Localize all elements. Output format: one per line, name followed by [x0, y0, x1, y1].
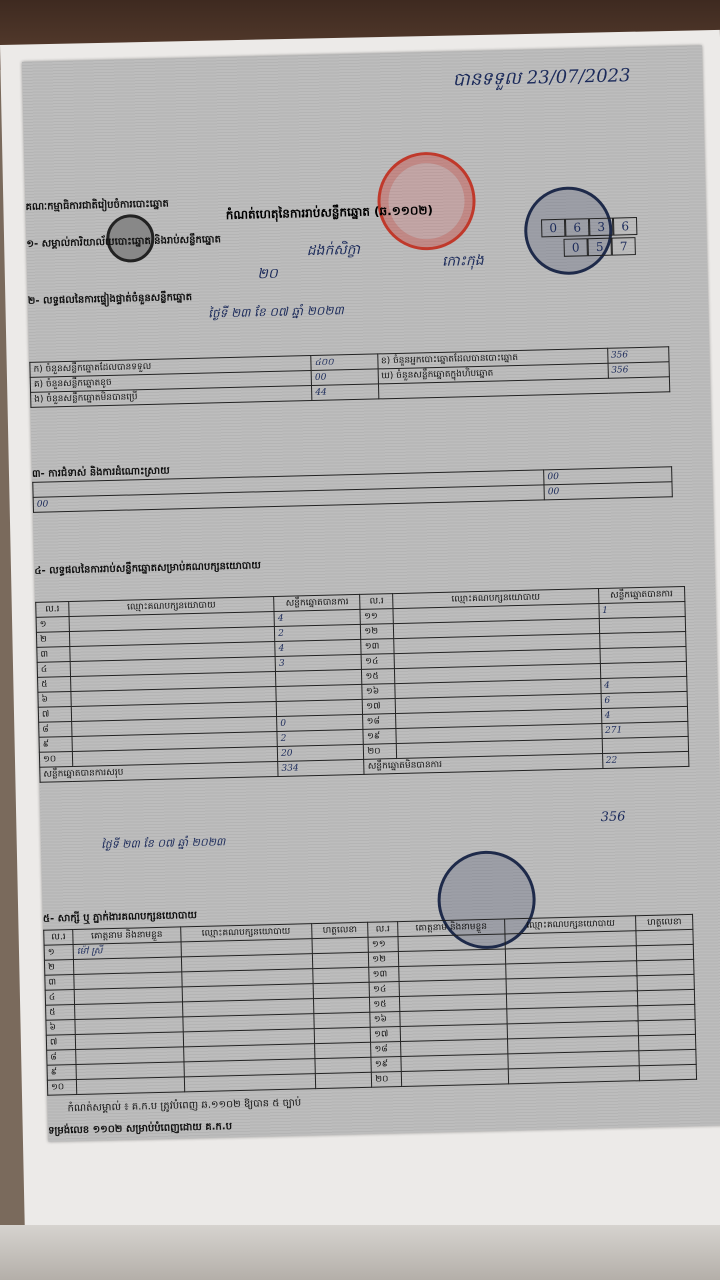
table-row: ១០ 20 ២០: [39, 736, 688, 767]
col-party: ឈ្មោះគណបក្សនយោបាយ: [505, 916, 636, 934]
row-value: 44: [312, 384, 379, 401]
row-value: 356: [608, 362, 670, 378]
table-row: ៤ ១៤: [45, 974, 694, 1005]
pending-count: 00: [33, 485, 544, 512]
digit: 6: [565, 218, 589, 237]
section5-heading: ៥- សាក្សី ឬ ភ្នាក់ងារគណបក្សនយោបាយ: [42, 909, 198, 925]
footer-note: កំណត់សម្គាល់ ៖ គ.ក.ប ត្រូវបំពេញ ឆ.១១០២ ឱ្យបាន ៥ ច្បាប់: [67, 1097, 302, 1115]
witness-table: [43, 914, 697, 1096]
table-row: ៩ ១៩: [47, 1049, 696, 1080]
col-party: ឈ្មោះគណបក្សនយោបាយ: [180, 924, 311, 942]
table-row: ៥ ១៥: [46, 989, 695, 1020]
table-row: ៤ 3 ១៤: [37, 646, 686, 677]
section1-heading: ១- សម្គាល់ការិយាល័យបោះឆ្នោត និងរាប់សន្លឹកឆ្នោត: [26, 234, 222, 250]
election-form-document: [22, 45, 720, 1141]
row-value: ៤០០: [311, 354, 378, 371]
votes: 271: [601, 721, 688, 738]
totals-row: សន្លឹកឆ្នោតបានការសរុប 334 សន្លឹកឆ្នោតមិនបានការ 22: [40, 751, 689, 782]
station-code: ២០: [257, 265, 278, 283]
commune-name: ដងក់សិក្ខា: [306, 241, 361, 260]
digit: 0: [541, 219, 565, 238]
section3-heading: ៣- ការជំទាស់ និងការដំណោះស្រាយ: [31, 465, 170, 480]
table-row: ៨ ១៨: [47, 1034, 696, 1065]
col-signature: ហត្ថលេខា: [636, 914, 693, 930]
section2-date: ថ្ងៃទី ២៣ ខែ ០៧ ឆ្នាំ ២០២៣: [208, 303, 344, 321]
digit: 0: [563, 238, 587, 257]
resolved-count: 00: [544, 482, 672, 500]
col-party-2: ឈ្មោះគណបក្សនយោបាយ: [393, 589, 599, 609]
row-label: ខ) ចំនួនអ្នកបោះឆ្នោតដែលបានបោះឆ្នោត: [377, 348, 607, 369]
table-row: ៦ ១៦: [46, 1004, 695, 1035]
district-name: កោះកុង: [441, 252, 484, 270]
office-number-box: [541, 215, 637, 237]
row-label: ឃ) ចំនួនសន្លឹកឆ្នោតក្នុងហិបឆ្នោត: [378, 363, 608, 384]
col-no: ល.រ: [44, 930, 74, 946]
col-no: ល.រ: [368, 922, 398, 938]
votes: 1: [599, 601, 686, 618]
col-votes: សន្លឹកឆ្នោតបានការ: [274, 594, 361, 611]
digit: 5: [587, 238, 611, 257]
table-row: ១ 4 ១១ 1: [36, 601, 685, 632]
row-value: 00: [311, 369, 378, 386]
total-valid: 334: [278, 759, 365, 776]
votes: 4: [600, 676, 687, 693]
table-row: ៧ ១៧ 6: [38, 691, 687, 722]
table-row: ៦ ១៦ 4: [38, 676, 687, 707]
col-signature: ហត្ថលេខា: [311, 922, 368, 938]
votes: 3: [275, 654, 362, 671]
votes: 4: [274, 609, 361, 626]
digit: 7: [611, 237, 635, 256]
witness-name: ម៉ៅ ស្រី: [73, 942, 181, 960]
ballot-count-table: [29, 346, 670, 408]
table-row: ១ ម៉ៅ ស្រី ១១: [44, 929, 693, 960]
party-votes-table: [35, 586, 689, 783]
table-row: ១០ ២០: [47, 1064, 696, 1095]
section2-heading: ២- លទ្ធផលនៃការផ្ទៀងផ្ទាត់ចំនួនសន្លឹកឆ្នោត: [27, 291, 193, 307]
table-header: ល.រ ឈ្មោះគណបក្សនយោបាយ សន្លឹកឆ្នោតបានការ ល.រ ឈ្មោះគណបក្សនយោបាយ សន្លឹកឆ្នោតបានការ: [36, 586, 685, 617]
section4-heading: ៤- លទ្ធផលនៃការរាប់សន្លឹកឆ្នោតសម្រាប់គណបក្សនយោបាយ: [34, 560, 261, 577]
digit: 3: [589, 218, 613, 237]
votes: 0: [277, 714, 364, 731]
table-row: ៣ ១៣: [45, 959, 694, 990]
col-votes-2: សន្លឹកឆ្នោតបានការ: [598, 586, 685, 603]
row-label: គ) ចំនួនសន្លឹកឆ្នោតខូច: [30, 371, 311, 393]
section4-sign-date: ថ្ងៃទី ២៣ ខែ ០៧ ឆ្នាំ ២០២៣: [100, 835, 226, 852]
col-name: គោត្តនាម និងនាមខ្លួន: [73, 927, 181, 945]
votes: 6: [601, 691, 688, 708]
col-name: គោត្តនាម និងនាមខ្លួន: [397, 919, 505, 937]
form-title: កំណត់ហេតុនៃការរាប់សន្លឹកឆ្នោត (ឆ.១១០២): [225, 203, 434, 223]
row-label: ក) ចំនួនសន្លឹកឆ្នោតដែលបានទទួល: [30, 356, 311, 378]
votes: 4: [601, 706, 688, 723]
row-label: ង) ចំនួនសន្លឹកឆ្នោតមិនបានប្រើ: [31, 386, 312, 408]
total-invalid: 22: [602, 751, 689, 768]
row-value: 356: [607, 347, 669, 363]
objection-count: 00: [544, 467, 672, 485]
table-row: ៨ 0 ១៨ 4: [39, 706, 688, 737]
handwritten-date: បានទទួល 23/07/2023: [452, 65, 631, 91]
col-party: ឈ្មោះគណបក្សនយោបាយ: [69, 597, 275, 617]
votes: 2: [274, 624, 361, 641]
digit: 6: [613, 217, 637, 236]
total-ballots: 356: [600, 809, 626, 826]
table-row: ២ 2 ១២: [36, 616, 685, 647]
votes: 4: [275, 639, 362, 656]
org-name: គណៈកម្មាធិការជាតិរៀបចំការបោះឆ្នោត: [25, 198, 169, 213]
table-row: ៧ ១៧: [46, 1019, 695, 1050]
table-row: ៩ 2 ១៩ 271: [39, 721, 688, 752]
table-row: ៥ ១៥: [38, 661, 687, 692]
votes: 2: [277, 729, 364, 746]
table-row: ២ ១២: [44, 944, 693, 975]
table-row: ៣ 4 ១៣: [37, 631, 686, 662]
votes: 20: [277, 744, 364, 761]
footer-form-code: ទម្រង់លេខ ១១០២ សម្រាប់បំពេញដោយ គ.ក.ប: [47, 1121, 233, 1137]
office-number-box-2: [563, 235, 635, 257]
floor: [0, 1225, 720, 1280]
